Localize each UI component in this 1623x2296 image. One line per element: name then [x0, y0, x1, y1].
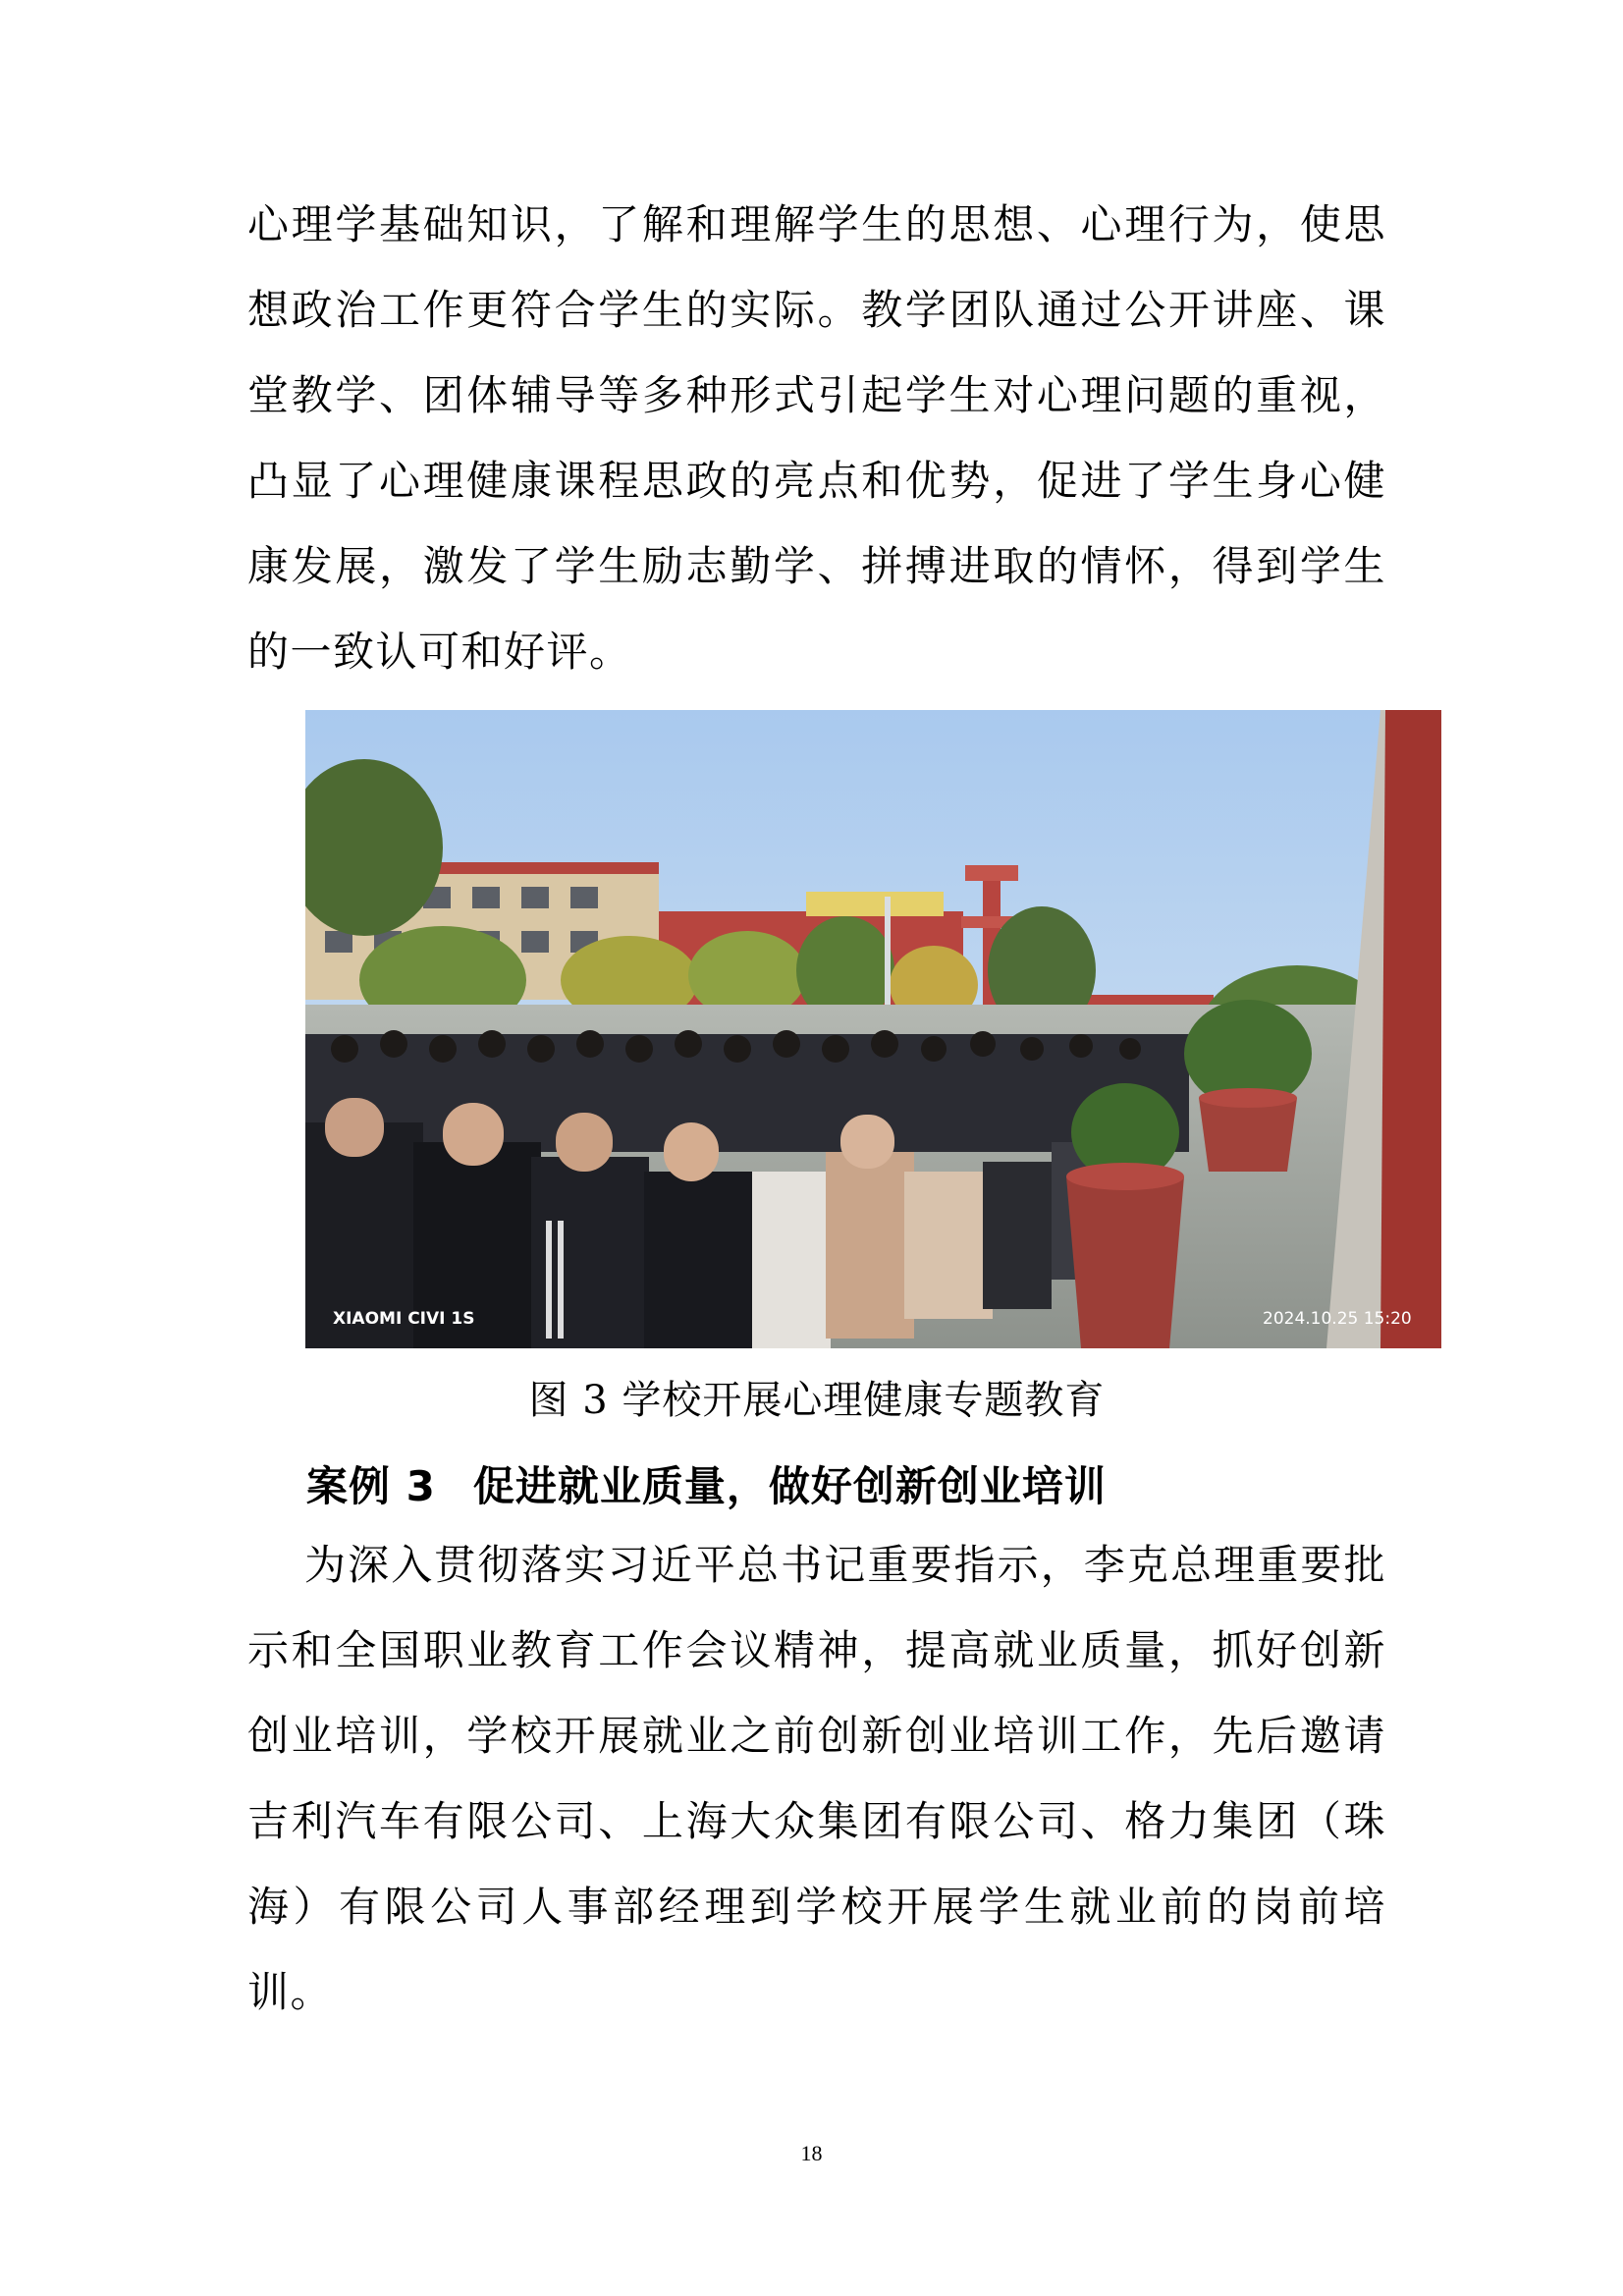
case-number: 案例 3	[306, 1462, 436, 1510]
figure-caption: 图 3 学校开展心理健康专题教育	[528, 1378, 1106, 1423]
body-paragraph-2: 为深入贯彻落实习近平总书记重要指示，李克总理重要批示和全国职业教育工作会议精神，提高就业质量，抓好创新创业培训，学校开展就业之前创新创业培训工作，先后邀请吉利汽车有限公司、上海大众集团有限公司、格力集团（珠海）有限公司人事部经理到学校开展学生就业前的岗前培训。	[247, 1541, 1386, 2016]
photo-illustration	[305, 710, 1441, 1348]
case-heading	[306, 1459, 1107, 1514]
school-assembly-photo	[305, 710, 1441, 1348]
body-paragraph-1: 心理学基础知识，了解和理解学生的思想、心理行为，使思想政治工作更符合学生的实际。教学团队通过公开讲座、课堂教学、团体辅导等多种形式引起学生对心理问题的重视，凸显了心理健康课程思政的亮点和优势，促进了学生身心健康发展，激发了学生励志勤学、拼搏进取的情怀，得到学生的一致认可和好评。	[247, 200, 1386, 676]
photo-device-watermark: XIAOMI CIVI 1S	[333, 1309, 475, 1329]
page-number: 18	[800, 2141, 823, 2165]
case-title: 促进就业质量，做好创新创业培训	[472, 1462, 1107, 1510]
photo-timestamp-watermark: 2024.10.25 15:20	[1263, 1309, 1412, 1329]
